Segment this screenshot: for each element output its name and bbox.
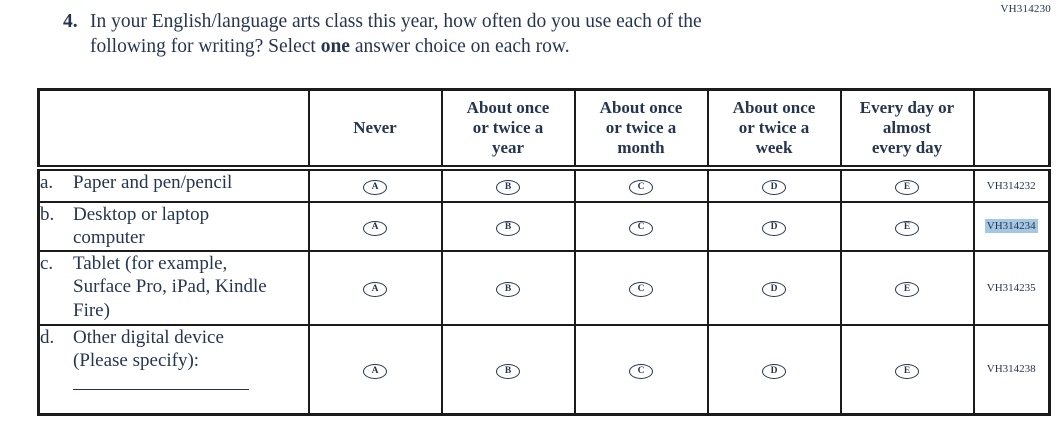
answer-bubble-b-C[interactable]: C: [629, 221, 653, 236]
answer-cell-c-C: [575, 251, 708, 325]
answer-cell-b-C: [575, 202, 708, 251]
answer-cell-a-C: [575, 168, 708, 202]
row-label-cell-c: [39, 251, 309, 325]
answer-bubble-a-A[interactable]: A: [363, 180, 387, 195]
answer-cell-b-D: [708, 202, 841, 251]
specify-blank-line[interactable]: [73, 389, 249, 390]
answer-cell-a-E: [841, 168, 974, 202]
matrix-row-b: [39, 202, 1050, 251]
answer-bubble-d-B[interactable]: B: [496, 364, 520, 379]
page-accession-code: VH314230: [1000, 3, 1051, 15]
column-header-once-twice-week: About once or twice a week: [708, 90, 841, 168]
answer-cell-d-A: [309, 325, 442, 415]
row-label-text: Paper and pen/pencil: [73, 171, 233, 193]
answer-bubble-c-D[interactable]: D: [762, 282, 786, 297]
row-letter: c.: [40, 252, 54, 274]
header-code-cell: [974, 90, 1050, 168]
matrix-row-c: [39, 251, 1050, 325]
answer-cell-d-B: [442, 325, 575, 415]
header-row: [39, 90, 1050, 168]
question-block: [63, 9, 702, 59]
answer-cell-a-D: [708, 168, 841, 202]
matrix-row-a: [39, 168, 1050, 202]
answer-bubble-b-E[interactable]: E: [895, 221, 919, 236]
item-code-cell: [974, 168, 1050, 202]
answer-bubble-b-A[interactable]: A: [363, 221, 387, 236]
column-header-once-twice-month: About once or twice a month: [575, 90, 708, 168]
question-bold-one: one: [320, 36, 350, 57]
answer-bubble-c-B[interactable]: B: [496, 282, 520, 297]
answer-cell-b-A: [309, 202, 442, 251]
column-header-every-day: Every day or almost every day: [841, 90, 974, 168]
matrix-row-d: [39, 325, 1050, 415]
answer-bubble-a-B[interactable]: B: [496, 180, 520, 195]
item-code-text: VH314235: [986, 281, 1036, 294]
answer-cell-a-A: [309, 168, 442, 202]
answer-bubble-c-E[interactable]: E: [895, 282, 919, 297]
question-text: [90, 9, 702, 59]
matrix-header-row: [39, 90, 1050, 168]
answer-cell-c-D: [708, 251, 841, 325]
answer-bubble-b-B[interactable]: B: [496, 221, 520, 236]
row-label-cell-b: [39, 202, 309, 251]
answer-bubble-d-D[interactable]: D: [762, 364, 786, 379]
item-code-text: VH314234: [986, 220, 1036, 232]
question-line-1: In your English/language arts class this year, how often do you use each of the: [90, 11, 702, 32]
item-code-cell: [974, 325, 1050, 415]
answer-bubble-c-A[interactable]: A: [363, 282, 387, 297]
column-header-never: Never: [309, 90, 442, 168]
answer-bubble-b-D[interactable]: D: [762, 221, 786, 236]
answer-cell-d-E: [841, 325, 974, 415]
answer-cell-c-E: [841, 251, 974, 325]
row-label-cell-d: [39, 325, 309, 415]
matrix-body: [39, 168, 1050, 415]
answer-bubble-c-C[interactable]: C: [629, 282, 653, 297]
item-code-cell: [974, 251, 1050, 325]
row-letter: a.: [40, 171, 54, 193]
answer-cell-c-B: [442, 251, 575, 325]
header-corner-cell: [39, 90, 309, 168]
answer-cell-d-D: [708, 325, 841, 415]
item-code-text: VH314232: [986, 179, 1036, 192]
answer-bubble-a-D[interactable]: D: [762, 180, 786, 195]
answer-cell-b-B: [442, 202, 575, 251]
row-letter: b.: [40, 203, 55, 225]
answer-bubble-d-A[interactable]: A: [363, 364, 387, 379]
answer-bubble-d-C[interactable]: C: [629, 364, 653, 379]
answer-bubble-d-E[interactable]: E: [895, 364, 919, 379]
answer-cell-a-B: [442, 168, 575, 202]
row-label-text: Other digital device (Please specify):: [73, 326, 224, 371]
row-label-cell-a: [39, 168, 309, 202]
item-code-text: VH314238: [986, 363, 1036, 376]
column-header-once-twice-year: About once or twice a year: [442, 90, 575, 168]
row-letter: d.: [40, 326, 55, 348]
row-label-text: Desktop or laptop computer: [73, 203, 210, 248]
answer-cell-c-A: [309, 251, 442, 325]
frequency-matrix-table: [37, 88, 1051, 416]
row-label-text: Tablet (for example, Surface Pro, iPad, Kindle Fire): [73, 252, 267, 321]
answer-bubble-a-C[interactable]: C: [629, 180, 653, 195]
question-line-2: following for writing? Select one answer choice on each row.: [90, 36, 570, 57]
question-number: 4.: [63, 11, 78, 32]
answer-cell-d-C: [575, 325, 708, 415]
answer-cell-b-E: [841, 202, 974, 251]
item-code-cell: [974, 202, 1050, 251]
answer-bubble-a-E[interactable]: E: [895, 180, 919, 195]
